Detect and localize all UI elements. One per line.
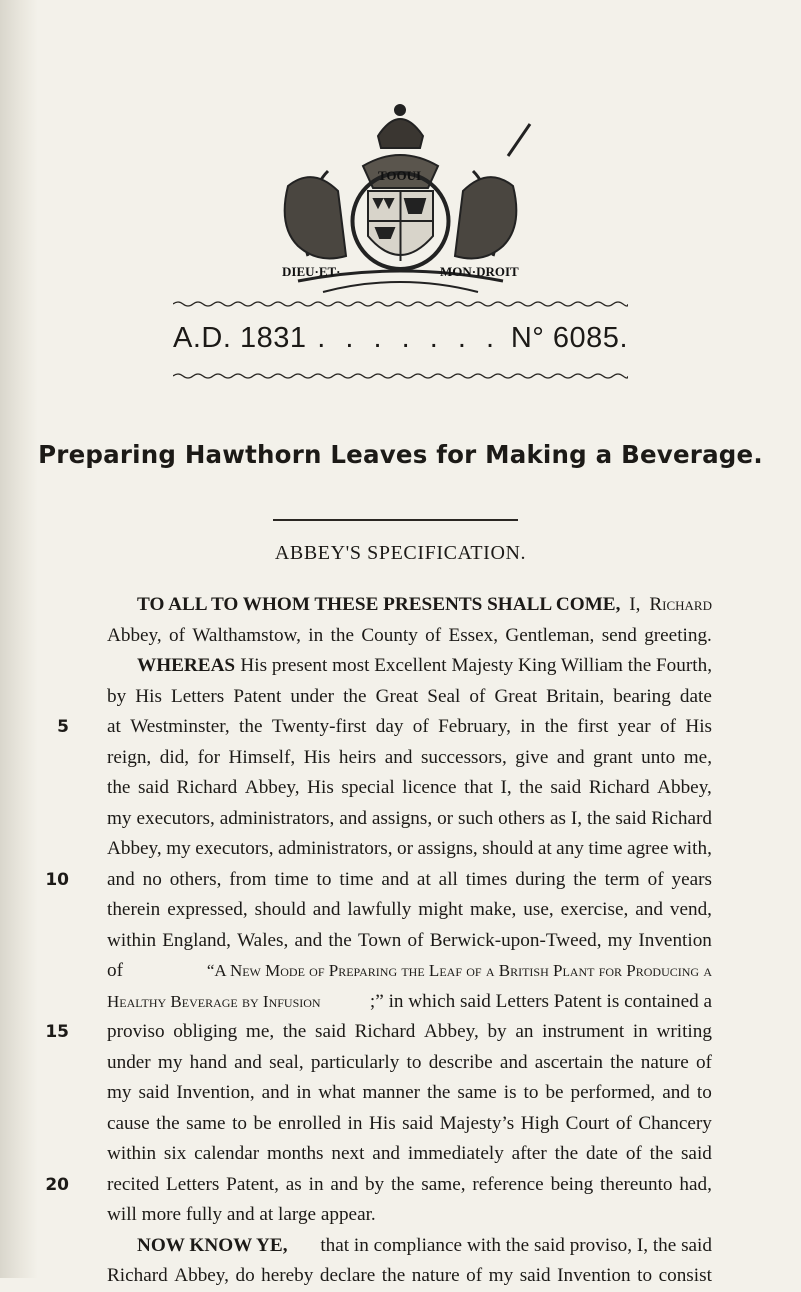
word: the — [390, 1173, 415, 1195]
name-span: Richard — [649, 594, 712, 615]
word: said — [680, 1143, 712, 1164]
word: the — [519, 777, 543, 798]
word: and — [499, 1051, 528, 1073]
word: make, — [470, 899, 517, 920]
word: time — [588, 838, 623, 859]
motto-left: DIEU·ET· — [282, 264, 341, 279]
word: for — [197, 746, 220, 768]
word: Berwick-upon-Tweed, — [429, 929, 602, 951]
word: day — [375, 716, 404, 737]
word: Britain, — [546, 685, 605, 707]
word: being — [550, 1173, 594, 1195]
word: the — [107, 777, 131, 798]
word: seal, — [269, 1051, 304, 1073]
word: the — [544, 716, 569, 737]
word: and — [635, 899, 663, 920]
word: the — [426, 1082, 451, 1103]
word: Patent — [233, 685, 282, 707]
text-line — [107, 1048, 712, 1079]
now-know-ye: NOW KNOW YE, — [137, 1234, 288, 1256]
word: of — [412, 716, 429, 737]
word: date — [585, 1143, 618, 1164]
word: Abbey, — [107, 624, 162, 646]
word: Abbey, — [174, 1265, 229, 1286]
word: cause — [107, 1112, 150, 1134]
word: the — [381, 1265, 406, 1286]
word: of — [615, 1112, 632, 1134]
word: said — [550, 777, 582, 798]
word: therein — [107, 899, 161, 920]
patent-header — [173, 322, 628, 355]
title-divider — [273, 519, 518, 521]
word: Invention — [557, 1265, 631, 1286]
word: Richard — [588, 777, 650, 798]
word: should — [254, 899, 306, 920]
specification-body — [45, 590, 712, 1292]
word: within — [107, 929, 157, 951]
word: same, — [421, 1173, 466, 1195]
text-line — [107, 773, 712, 804]
word: all — [438, 868, 458, 890]
word: give — [515, 746, 549, 768]
word: hereby — [261, 1265, 314, 1286]
word: others, — [169, 868, 222, 890]
word: of — [469, 685, 486, 707]
word: I, — [500, 777, 512, 798]
word: Letters — [170, 685, 225, 707]
text-span: His present most Excellent Majesty King William the Fourth, — [240, 655, 712, 676]
word: proviso — [107, 1021, 165, 1042]
word: expressed, — [167, 899, 248, 920]
word: consist — [658, 1265, 712, 1286]
word: particularly — [310, 1051, 400, 1073]
line-number: 10 — [45, 869, 69, 890]
word: under — [290, 685, 335, 707]
dot-leader: . . . . . . . — [317, 322, 501, 354]
text-line — [107, 1109, 712, 1140]
word: Gentleman, — [505, 624, 595, 646]
line-number: 20 — [45, 1174, 69, 1195]
word: Abbey, — [244, 777, 300, 798]
word: months — [267, 1143, 324, 1164]
word: use, — [523, 899, 554, 920]
word: did, — [159, 746, 190, 768]
word: to — [523, 1082, 539, 1103]
word: the — [554, 1143, 579, 1164]
word: that — [464, 777, 493, 798]
word: next — [331, 1143, 365, 1164]
word: send — [601, 624, 637, 646]
word: Westminster, — [130, 716, 230, 737]
word: agree — [626, 838, 669, 859]
word: the — [610, 1051, 634, 1073]
word: immediately — [407, 1143, 504, 1164]
word: Richard — [354, 1021, 416, 1042]
word: date — [679, 685, 712, 707]
word: might — [418, 899, 464, 920]
word: hand — [189, 1051, 227, 1073]
word: by — [107, 685, 127, 707]
top-wavy-rule — [173, 300, 628, 308]
word: Richard — [176, 777, 238, 798]
word: and — [372, 1143, 401, 1164]
line-number: 15 — [45, 1022, 69, 1042]
word: my — [607, 929, 633, 951]
word: after — [511, 1143, 547, 1164]
word: Great — [375, 685, 419, 707]
word: instrument — [542, 1021, 625, 1042]
word: and — [107, 868, 135, 890]
word: said — [314, 1021, 346, 1042]
word: and — [261, 1082, 290, 1103]
word: the — [343, 685, 367, 707]
word: Walthamstow, — [192, 624, 301, 646]
word: be — [253, 1112, 272, 1134]
word: High — [520, 1112, 560, 1134]
word: the — [239, 716, 263, 737]
word: successors, — [420, 746, 507, 768]
word: same — [457, 1082, 497, 1103]
word: me, — [683, 746, 712, 768]
word: should — [482, 838, 534, 859]
word: the — [649, 1143, 674, 1164]
word: reign, — [107, 746, 152, 768]
text-line — [45, 1017, 712, 1048]
word: said — [138, 1082, 170, 1103]
word: the — [328, 929, 352, 951]
word: heirs — [338, 746, 377, 768]
text-line — [107, 1231, 712, 1262]
word: executors, — [136, 807, 215, 829]
text-line — [107, 1261, 712, 1292]
word: Letters — [166, 1173, 220, 1195]
word: time — [274, 868, 309, 890]
text-line — [107, 590, 712, 621]
word: same — [186, 1112, 226, 1134]
text-line — [107, 956, 712, 987]
word: any — [556, 838, 584, 859]
bottom-wavy-rule — [173, 372, 628, 380]
word: my — [107, 807, 132, 829]
word: manner — [362, 1082, 421, 1103]
word: of — [625, 1143, 642, 1164]
text-span: I, — [629, 594, 641, 615]
word: to — [316, 868, 332, 890]
word: during — [515, 868, 566, 890]
word: County — [361, 624, 418, 646]
word: Majesty’s — [439, 1112, 515, 1134]
word: unto — [641, 746, 676, 768]
word: times — [465, 868, 508, 890]
word: others — [498, 807, 546, 829]
word: exercise, — [560, 899, 629, 920]
word: and — [339, 807, 367, 829]
word: calendar — [194, 1143, 260, 1164]
word: be — [545, 1082, 564, 1103]
word: an — [515, 1021, 534, 1042]
text-line — [107, 682, 712, 713]
word: in — [308, 624, 324, 646]
word: Himself, — [228, 746, 296, 768]
word: of — [695, 1051, 712, 1073]
word: greeting. — [644, 624, 712, 646]
text-line — [107, 895, 712, 926]
word: the — [330, 624, 354, 646]
word: administrators, — [277, 838, 393, 859]
word: term — [604, 868, 640, 890]
word: I, — [570, 807, 583, 829]
word: England, — [162, 929, 231, 951]
word: do — [235, 1265, 255, 1286]
text-line — [107, 834, 712, 865]
word: or — [397, 838, 414, 859]
word: in — [296, 1082, 312, 1103]
word: as — [285, 1173, 302, 1195]
word: year — [617, 716, 651, 737]
text-line — [45, 1170, 712, 1201]
word: by — [364, 1173, 385, 1195]
text-line — [107, 621, 712, 652]
word: of — [407, 929, 424, 951]
text-line — [107, 987, 712, 1018]
word: my — [107, 1082, 132, 1103]
word: executors, — [195, 838, 274, 859]
word: nature — [640, 1051, 689, 1073]
text-line — [107, 1139, 712, 1170]
word: lawfully — [347, 899, 412, 920]
word: in — [347, 1112, 363, 1134]
text-span: will more fully and at large appear. — [107, 1204, 376, 1225]
word: first — [577, 716, 609, 737]
word: and — [384, 746, 413, 768]
word: grant — [593, 746, 633, 768]
word: His — [369, 1112, 396, 1134]
word: of — [647, 868, 664, 890]
word: to — [232, 1112, 247, 1134]
word: within — [107, 1143, 157, 1164]
word: February, — [438, 716, 511, 737]
garter-text: TOOUI — [378, 168, 422, 183]
word: performed, — [570, 1082, 656, 1103]
word: Essex, — [448, 624, 499, 646]
word: to — [406, 1051, 422, 1073]
word: Seal — [427, 685, 461, 707]
page-edge-shadow — [0, 0, 38, 1278]
word: Abbey, — [657, 777, 712, 798]
word: years — [671, 868, 712, 890]
text-span: that in compliance with the said proviso, I, the said — [320, 1234, 712, 1256]
word: and — [662, 1082, 690, 1103]
word: at — [107, 716, 121, 737]
word: the — [573, 868, 597, 890]
whereas-keyword: WHEREAS — [137, 655, 236, 676]
word: describe — [428, 1051, 493, 1073]
year-label: A.D. 1831 — [173, 322, 307, 354]
word: assigns, — [371, 807, 433, 829]
text-span: ;” in which said Letters Patent is contained a — [369, 990, 712, 1012]
word: nature — [411, 1265, 460, 1286]
word: reference — [472, 1173, 544, 1195]
word: licence — [402, 777, 457, 798]
word: said — [615, 807, 647, 829]
invention-title: “A New Mode of Preparing the Leaf of a British Plant for Producing a — [206, 961, 712, 980]
royal-coat-of-arms — [268, 96, 533, 302]
word: Invention — [638, 929, 712, 951]
word: Invention, — [176, 1082, 255, 1103]
word: with, — [672, 838, 712, 859]
word: what — [318, 1082, 356, 1103]
word: Richard — [651, 807, 712, 829]
word: Great — [494, 685, 538, 707]
word: six — [163, 1143, 187, 1164]
word: said — [138, 777, 169, 798]
word: Abbey, — [424, 1021, 479, 1042]
word: in — [520, 716, 536, 737]
opening-phrase: TO ALL TO WHOM THESE PRESENTS SHALL COME, — [137, 594, 621, 615]
word: or — [437, 807, 454, 829]
word: by — [487, 1021, 507, 1042]
word: such — [458, 807, 494, 829]
word: Town — [357, 929, 402, 951]
word: under — [107, 1051, 151, 1073]
word: the — [156, 1112, 180, 1134]
word: and — [330, 1173, 359, 1195]
word: as — [549, 807, 566, 829]
motto-right: MON·DROIT — [440, 264, 519, 279]
text-span: of — [107, 960, 123, 981]
word: Twenty-first — [271, 716, 367, 737]
word: recited — [107, 1173, 160, 1195]
word: Abbey, — [107, 838, 162, 859]
word: Patent, — [226, 1173, 279, 1195]
word: said — [402, 1112, 434, 1134]
word: said — [519, 1265, 551, 1286]
word: and — [294, 929, 323, 951]
word: in — [632, 1021, 648, 1042]
word: assigns, — [417, 838, 478, 859]
word: Court — [565, 1112, 610, 1134]
word: my — [488, 1265, 514, 1286]
word: and — [234, 1051, 262, 1073]
word: time — [339, 868, 374, 890]
word: me, — [245, 1021, 275, 1042]
word: enrolled — [278, 1112, 342, 1134]
invention-title-cont: Healthy Beverage by Infusion — [107, 991, 321, 1011]
word: Richard — [107, 1265, 168, 1286]
word: and — [381, 868, 410, 890]
word: Chancery — [638, 1112, 712, 1134]
word: at — [416, 868, 431, 890]
word: His — [307, 777, 334, 798]
document-title: Preparing Hawthorn Leaves for Making a Beverage. — [38, 440, 763, 469]
word: His — [303, 746, 331, 768]
word: and — [556, 746, 585, 768]
word: my — [157, 1051, 183, 1073]
word: the — [587, 807, 611, 829]
word: to — [696, 1082, 712, 1103]
line-number: 5 — [57, 717, 69, 737]
text-line — [107, 743, 712, 774]
text-line — [57, 712, 712, 743]
text-line — [107, 804, 712, 835]
word: administrators, — [219, 807, 335, 829]
word: to — [637, 1265, 653, 1286]
word: vend, — [669, 899, 712, 920]
word: obliging — [173, 1021, 238, 1042]
word: special — [341, 777, 395, 798]
word: at — [537, 838, 552, 859]
word: His — [685, 716, 712, 737]
word: bearing — [613, 685, 671, 707]
word: the — [282, 1021, 307, 1042]
text-line — [107, 1200, 712, 1231]
word: my — [166, 838, 191, 859]
word: ascertain — [534, 1051, 603, 1073]
word: in — [308, 1173, 324, 1195]
word: had, — [679, 1173, 712, 1195]
word: Wales, — [237, 929, 289, 951]
word: no — [142, 868, 162, 890]
word: His — [135, 685, 162, 707]
word: from — [229, 868, 267, 890]
text-line — [107, 651, 712, 682]
text-line — [107, 1078, 712, 1109]
specification-heading: ABBEY'S SPECIFICATION. — [274, 542, 527, 564]
word: and — [312, 899, 341, 920]
word: declare — [319, 1265, 376, 1286]
word: thereunto — [600, 1173, 673, 1195]
word: of — [425, 624, 442, 646]
word: of — [660, 716, 676, 737]
word: of — [466, 1265, 483, 1286]
word: is — [503, 1082, 517, 1103]
word: writing — [656, 1021, 712, 1042]
word: of — [169, 624, 186, 646]
text-line — [45, 865, 712, 896]
patent-number: N° 6085. — [510, 322, 628, 354]
text-line — [107, 926, 712, 957]
